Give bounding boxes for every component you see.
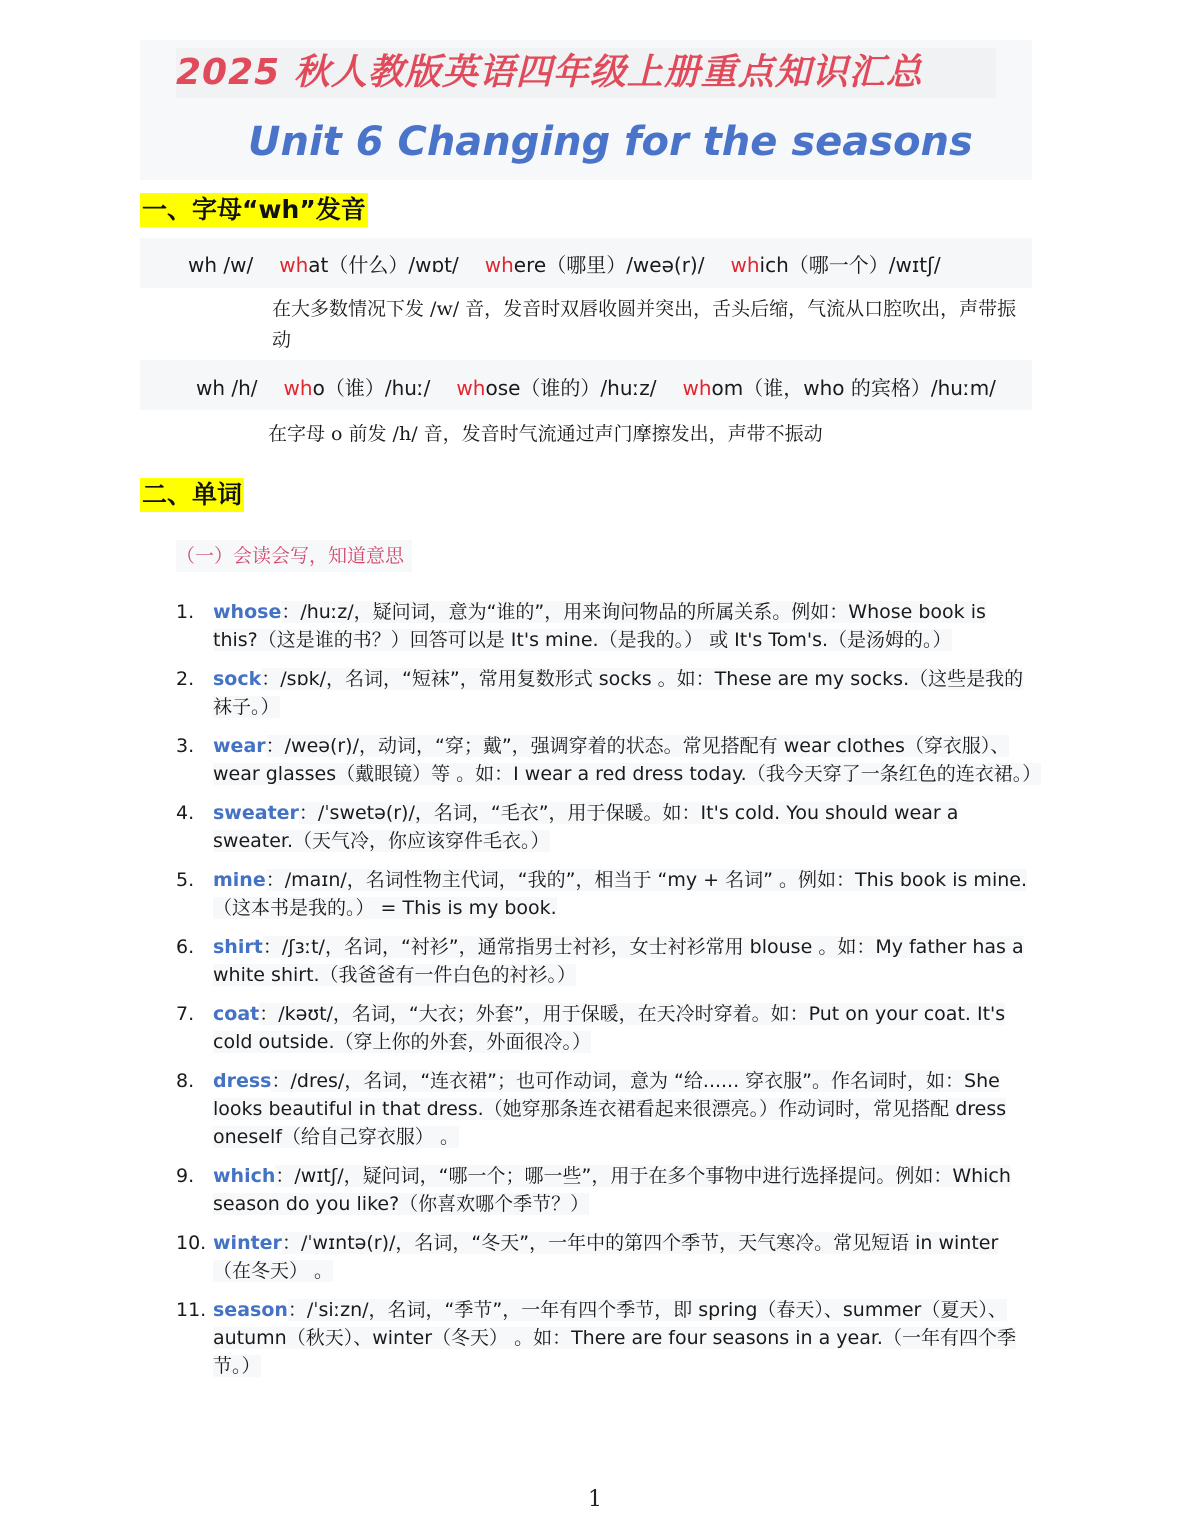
phonics-letters: wh — [682, 376, 712, 400]
vocab-word: sock — [213, 668, 262, 690]
vocab-word: wear — [213, 735, 266, 757]
item-number: 10. — [176, 1232, 207, 1254]
list-item — [176, 1296, 1034, 1380]
list-item — [176, 598, 1034, 654]
item-number: 6. — [176, 936, 195, 958]
item-number: 7. — [176, 1003, 195, 1025]
item-number: 5. — [176, 869, 195, 891]
phonics-letters: wh — [283, 376, 313, 400]
vocab-explanation: ：/sɒk/，名词，“短袜”，常用复数形式 socks 。如：These are my socks.（这些是我的袜子。） — [213, 668, 1024, 718]
phonics-label: wh /w/ — [188, 253, 254, 277]
list-item — [176, 799, 1034, 855]
page-number: 1 — [588, 1487, 602, 1512]
unit-title: Unit 6 Changing for the seasons — [248, 119, 973, 165]
vocab-word: mine — [213, 869, 266, 891]
phonics-word: ich（哪一个）/wɪtʃ/ — [759, 253, 941, 277]
list-item — [176, 866, 1034, 922]
section-heading-words: 二、单词 — [140, 478, 244, 512]
section-heading-pronunciation: 一、字母“wh”发音 — [140, 193, 368, 227]
vocab-explanation: ：/ˈwɪntə(r)/，名词，“冬天”，一年中的第四个季节，天气寒冷。常见短语 in winter（在冬天） 。 — [213, 1232, 999, 1282]
phonics-note-h: 在字母 o 前发 /h/ 音，发音时气流通过声门摩擦发出，声带不振动 — [268, 423, 823, 445]
document-title: 2025 秋人教版英语四年级上册重点知识汇总 — [176, 48, 996, 98]
vocab-word: shirt — [213, 936, 263, 958]
vocab-explanation: ：/dres/，名词，“连衣裙”；也可作动词，意为 “给...... 穿衣服”。作名词时，如：She looks beautiful in that dress.（她穿那条连衣裙看起来很漂亮。）作动词时，常见搭配 dress oneself（给自己穿衣服） 。 — [213, 1070, 1007, 1148]
phonics-letters: wh — [484, 253, 514, 277]
item-number: 2. — [176, 668, 195, 690]
item-number: 11. — [176, 1299, 207, 1321]
list-item — [176, 732, 1042, 788]
list-item — [176, 665, 1034, 721]
vocab-word: which — [213, 1165, 276, 1187]
phonics-letters: wh — [730, 253, 760, 277]
item-number: 8. — [176, 1070, 195, 1092]
vocab-explanation: ：/maɪn/，名词性物主代词，“我的”，相当于 “my + 名词” 。例如：This book is mine.（这本书是我的。） = This is my book. — [213, 869, 1027, 919]
phonics-word: ere（哪里）/weə(r)/ — [513, 253, 705, 277]
vocab-explanation: ：/ˈsiːzn/，名词，“季节”，一年有四个季节，即 spring（春天）、summer（夏天）、autumn（秋天）、winter（冬天） 。如：There are four seasons in a year.（一年有四个季节。） — [213, 1299, 1016, 1377]
vocab-explanation: ：/ʃɜːt/，名词，“衬衫”，通常指男士衬衫，女士衬衫常用 blouse 。如：My father has a white shirt.（我爸爸有一件白色的衬衫。） — [213, 936, 1024, 986]
phonics-word: o（谁）/huː/ — [312, 376, 431, 400]
item-number: 3. — [176, 735, 195, 757]
vocab-explanation: ：/kəʊt/，名词，“大衣；外套”，用于保暖，在天冷时穿着。如：Put on your coat. It's cold outside.（穿上你的外套，外面很冷。） — [213, 1003, 1006, 1053]
vocab-explanation: ：/huːz/，疑问词，意为“谁的”，用来询问物品的所属关系。例如：Whose book is this?（这是谁的书？）回答可以是 It's mine.（是我的。） 或 It's Tom's.（是汤姆的。） — [213, 601, 986, 651]
phonics-row-w — [188, 250, 941, 280]
phonics-row-h — [196, 373, 996, 403]
list-item — [176, 1067, 1034, 1151]
phonics-word: ose（谁的）/huːz/ — [485, 376, 657, 400]
item-number: 4. — [176, 802, 195, 824]
subsection-heading: （一）会读会写，知道意思 — [176, 540, 412, 572]
list-item — [176, 933, 1034, 989]
phonics-letters: wh — [279, 253, 309, 277]
vocab-explanation: ：/wɪtʃ/，疑问词，“哪一个；哪一些”，用于在多个事物中进行选择提问。例如：Which season do you like?（你喜欢哪个季节？） — [213, 1165, 1011, 1215]
vocab-word: dress — [213, 1070, 272, 1092]
phonics-word: at（什么）/wɒt/ — [308, 253, 459, 277]
list-item — [176, 1229, 1034, 1285]
item-number: 1. — [176, 601, 195, 623]
item-number: 9. — [176, 1165, 195, 1187]
phonics-note-w: 在大多数情况下发 /w/ 音，发音时双唇收圆并突出，舌头后缩，气流从口腔吹出，声带振动 — [272, 298, 1017, 351]
phonics-word: om（谁，who 的宾格）/huːm/ — [711, 376, 996, 400]
vocab-word: sweater — [213, 802, 299, 824]
vocab-word: winter — [213, 1232, 282, 1254]
phonics-letters: wh — [456, 376, 486, 400]
phonics-label: wh /h/ — [196, 376, 258, 400]
list-item — [176, 1162, 1034, 1218]
vocab-explanation: ：/ˈswetə(r)/，名词，“毛衣”，用于保暖。如：It's cold. You should wear a sweater.（天气冷，你应该穿件毛衣。） — [213, 802, 959, 852]
word-list — [176, 598, 1042, 1391]
vocab-word: whose — [213, 601, 282, 623]
vocab-word: coat — [213, 1003, 260, 1025]
list-item — [176, 1000, 1034, 1056]
vocab-explanation: ：/weə(r)/，动词，“穿；戴”，强调穿着的状态。常见搭配有 wear clothes（穿衣服）、wear glasses（戴眼镜）等 。如：I wear a red dress today.（我今天穿了一条红色的连衣裙。） — [213, 735, 1042, 785]
vocab-word: season — [213, 1299, 288, 1321]
